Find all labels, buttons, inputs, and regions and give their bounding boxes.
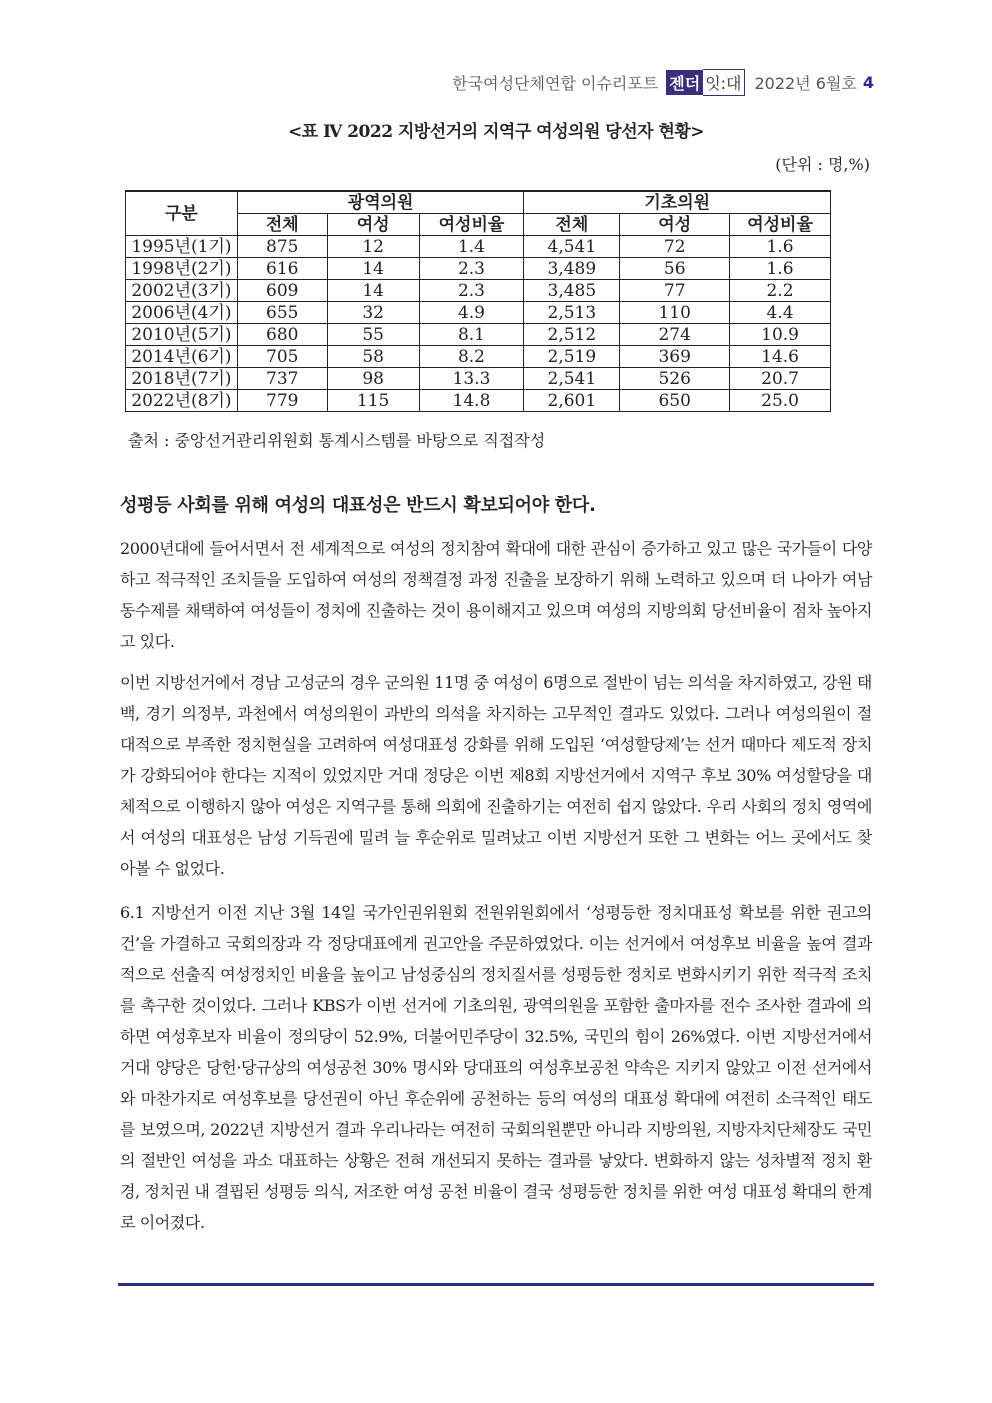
section-heading: 성평등 사회를 위해 여성의 대표성은 반드시 확보되어야 한다.	[120, 495, 596, 516]
subheader-cell: 여성비율	[730, 214, 831, 236]
table-cell: 14	[327, 258, 419, 280]
table-cell: 3,485	[524, 280, 620, 302]
table-body	[126, 236, 831, 412]
table-cell: 526	[620, 368, 730, 390]
table-cell: 1.6	[730, 258, 831, 280]
table-cell: 55	[327, 324, 419, 346]
table-cell: 13.3	[419, 368, 524, 390]
table-cell: 616	[237, 258, 327, 280]
paragraph-2: 이번 지방선거에서 경남 고성군의 경우 군의원 11명 중 여성이 6명으로 절반이 넘는 의석을 차지하였고, 강원 태백, 경기 의정부, 과천에서 여성의원이 과반의 의석을 차지하는 고무적인 결과도 있었다. 그러나 여성의원이 절대적으로 부족한 정치현실을 고려하여 여성대표성 강화를 위해 도입된 ‘여성할당제’는 선거 때마다 제도적 장치가 강화되어야 한다는 지적이 있었지만 거대 정당은 이번 제8회 지방선거에서 지역구 후보 30% 여성할당을 대체적으로 이행하지 않아 여성은 지역구를 통해 의회에 진출하기는 여전히 쉽지 않았다. 우리 사회의 정치 영역에서 여성의 대표성은 남성 기득권에 밀려 늘 후순위로 밀려났고 이번 지방선거 또한 그 변화는 어느 곳에서도 찾아볼 수 없었다.	[120, 673, 872, 878]
table-cell: 14	[327, 280, 419, 302]
gender-it-logo	[666, 69, 744, 96]
table-cell: 10.9	[730, 324, 831, 346]
header-category: 구분	[126, 191, 238, 236]
table-cell: 4,541	[524, 236, 620, 258]
election-stats-table	[125, 190, 831, 412]
table-cell: 77	[620, 280, 730, 302]
table-cell: 58	[327, 346, 419, 368]
table-cell: 680	[237, 324, 327, 346]
subheader-cell: 전체	[237, 214, 327, 236]
row-label: 2010년(5기)	[126, 324, 238, 346]
table-cell: 1.4	[419, 236, 524, 258]
table-row	[126, 280, 831, 302]
table-row	[126, 346, 831, 368]
subheader-cell: 전체	[524, 214, 620, 236]
table-cell: 115	[327, 390, 419, 412]
table-cell: 1.6	[730, 236, 831, 258]
issue-date: 2022년 6월호	[754, 73, 857, 93]
table-cell: 2,513	[524, 302, 620, 324]
logo-box: 젠더	[666, 70, 703, 95]
subheader-cell: 여성	[327, 214, 419, 236]
table-cell: 8.1	[419, 324, 524, 346]
table-cell: 72	[620, 236, 730, 258]
paragraph-1: 2000년대에 들어서면서 전 세계적으로 여성의 정치참여 확대에 대한 관심이 증가하고 있고 많은 국가들이 다양하고 적극적인 조치들을 도입하여 여성의 정책결정 과정 진출을 보장하기 위해 노력하고 있으며 더 나아가 여남동수제를 채택하여 여성들이 정치에 진출하는 것이 용이해지고 있으며 여성의 지방의회 당선비율이 점차 높아지고 있다.	[120, 539, 872, 651]
table-cell: 650	[620, 390, 730, 412]
header-group-metro: 광역의원	[237, 191, 524, 214]
table-cell: 2.3	[419, 258, 524, 280]
subheader-cell: 여성	[620, 214, 730, 236]
report-org: 한국여성단체연합 이슈리포트	[452, 73, 659, 93]
table-cell: 2,601	[524, 390, 620, 412]
row-label: 2002년(3기)	[126, 280, 238, 302]
table-source: 출처 : 중앙선거관리위원회 통계시스템를 바탕으로 직접작성	[128, 431, 546, 450]
table-row	[126, 324, 831, 346]
table-cell: 779	[237, 390, 327, 412]
table-cell: 737	[237, 368, 327, 390]
table-cell: 25.0	[730, 390, 831, 412]
table-cell: 14.6	[730, 346, 831, 368]
table-cell: 274	[620, 324, 730, 346]
table-cell: 655	[237, 302, 327, 324]
row-label: 2022년(8기)	[126, 390, 238, 412]
table-cell: 875	[237, 236, 327, 258]
table-cell: 2,512	[524, 324, 620, 346]
row-label: 2006년(4기)	[126, 302, 238, 324]
table-row	[126, 236, 831, 258]
table-cell: 705	[237, 346, 327, 368]
page-number: 4	[862, 72, 874, 92]
table-cell: 98	[327, 368, 419, 390]
table-cell: 2.3	[419, 280, 524, 302]
table-cell: 8.2	[419, 346, 524, 368]
table-cell: 2,519	[524, 346, 620, 368]
table-cell: 3,489	[524, 258, 620, 280]
table-cell: 2,541	[524, 368, 620, 390]
table-cell: 4.4	[730, 302, 831, 324]
footer-rule	[118, 1283, 874, 1286]
table-cell: 32	[327, 302, 419, 324]
table-cell: 4.9	[419, 302, 524, 324]
table-cell: 2.2	[730, 280, 831, 302]
table-unit: (단위 : 명,%)	[775, 155, 870, 174]
table-cell: 369	[620, 346, 730, 368]
table-row	[126, 258, 831, 280]
row-label: 1995년(1기)	[126, 236, 238, 258]
table-row	[126, 390, 831, 412]
table-cell: 20.7	[730, 368, 831, 390]
table-row	[126, 302, 831, 324]
table-cell: 110	[620, 302, 730, 324]
header-group-basic: 기초의원	[524, 191, 831, 214]
page-header	[452, 68, 874, 96]
table-cell: 12	[327, 236, 419, 258]
row-label: 2018년(7기)	[126, 368, 238, 390]
table-cell: 609	[237, 280, 327, 302]
row-label: 2014년(6기)	[126, 346, 238, 368]
table-cell: 14.8	[419, 390, 524, 412]
subheader-cell: 여성비율	[419, 214, 524, 236]
logo-rest: 잇:대	[703, 69, 744, 96]
table-title: <표 Ⅳ 2022 지방선거의 지역구 여성의원 당선자 현황>	[287, 122, 705, 142]
table-cell: 56	[620, 258, 730, 280]
paragraph-3: 6.1 지방선거 이전 지난 3월 14일 국가인권위원회 전원위원회에서 ‘성평등한 정치대표성 확보를 위한 권고의 건’을 가결하고 국회의장과 각 정당대표에게 권고안을 주문하였었다. 이는 선거에서 여성후보 비율을 높여 결과적으로 선출직 여성정치인 비율을 높이고 남성중심의 정치질서를 성평등한 정치로 변화시키기 위한 적극적 조치를 촉구한 것이었다. 그러나 KBS가 이번 선거에 기초의원, 광역의원을 포함한 출마자를 전수 조사한 결과에 의하면 여성후보자 비율이 정의당이 52.9%, 더불어민주당이 32.5%, 국민의 힘이 26%였다. 이번 지방선거에서 거대 양당은 당헌·당규상의 여성공천 30% 명시와 당대표의 여성후보공천 약속은 지키지 않았고 이전 선거에서와 마찬가지로 여성후보를 당선권이 아닌 후순위에 공천하는 등의 여성의 대표성 확대에 여전히 소극적인 태도를 보였으며, 2022년 지방선거 결과 우리나라는 여전히 국회의원뿐만 아니라 지방의원, 지방자치단체장도 국민의 절반인 여성을 과소 대표하는 상황은 전혀 개선되지 못하는 결과를 낳았다. 변화하지 않는 성차별적 정치 환경, 정치권 내 결핍된 성평등 의식, 저조한 여성 공천 비율이 결국 성평등한 정치를 위한 여성 대표성 확대의 한계로 이어졌다.	[120, 903, 872, 1232]
row-label: 1998년(2기)	[126, 258, 238, 280]
table-row	[126, 368, 831, 390]
